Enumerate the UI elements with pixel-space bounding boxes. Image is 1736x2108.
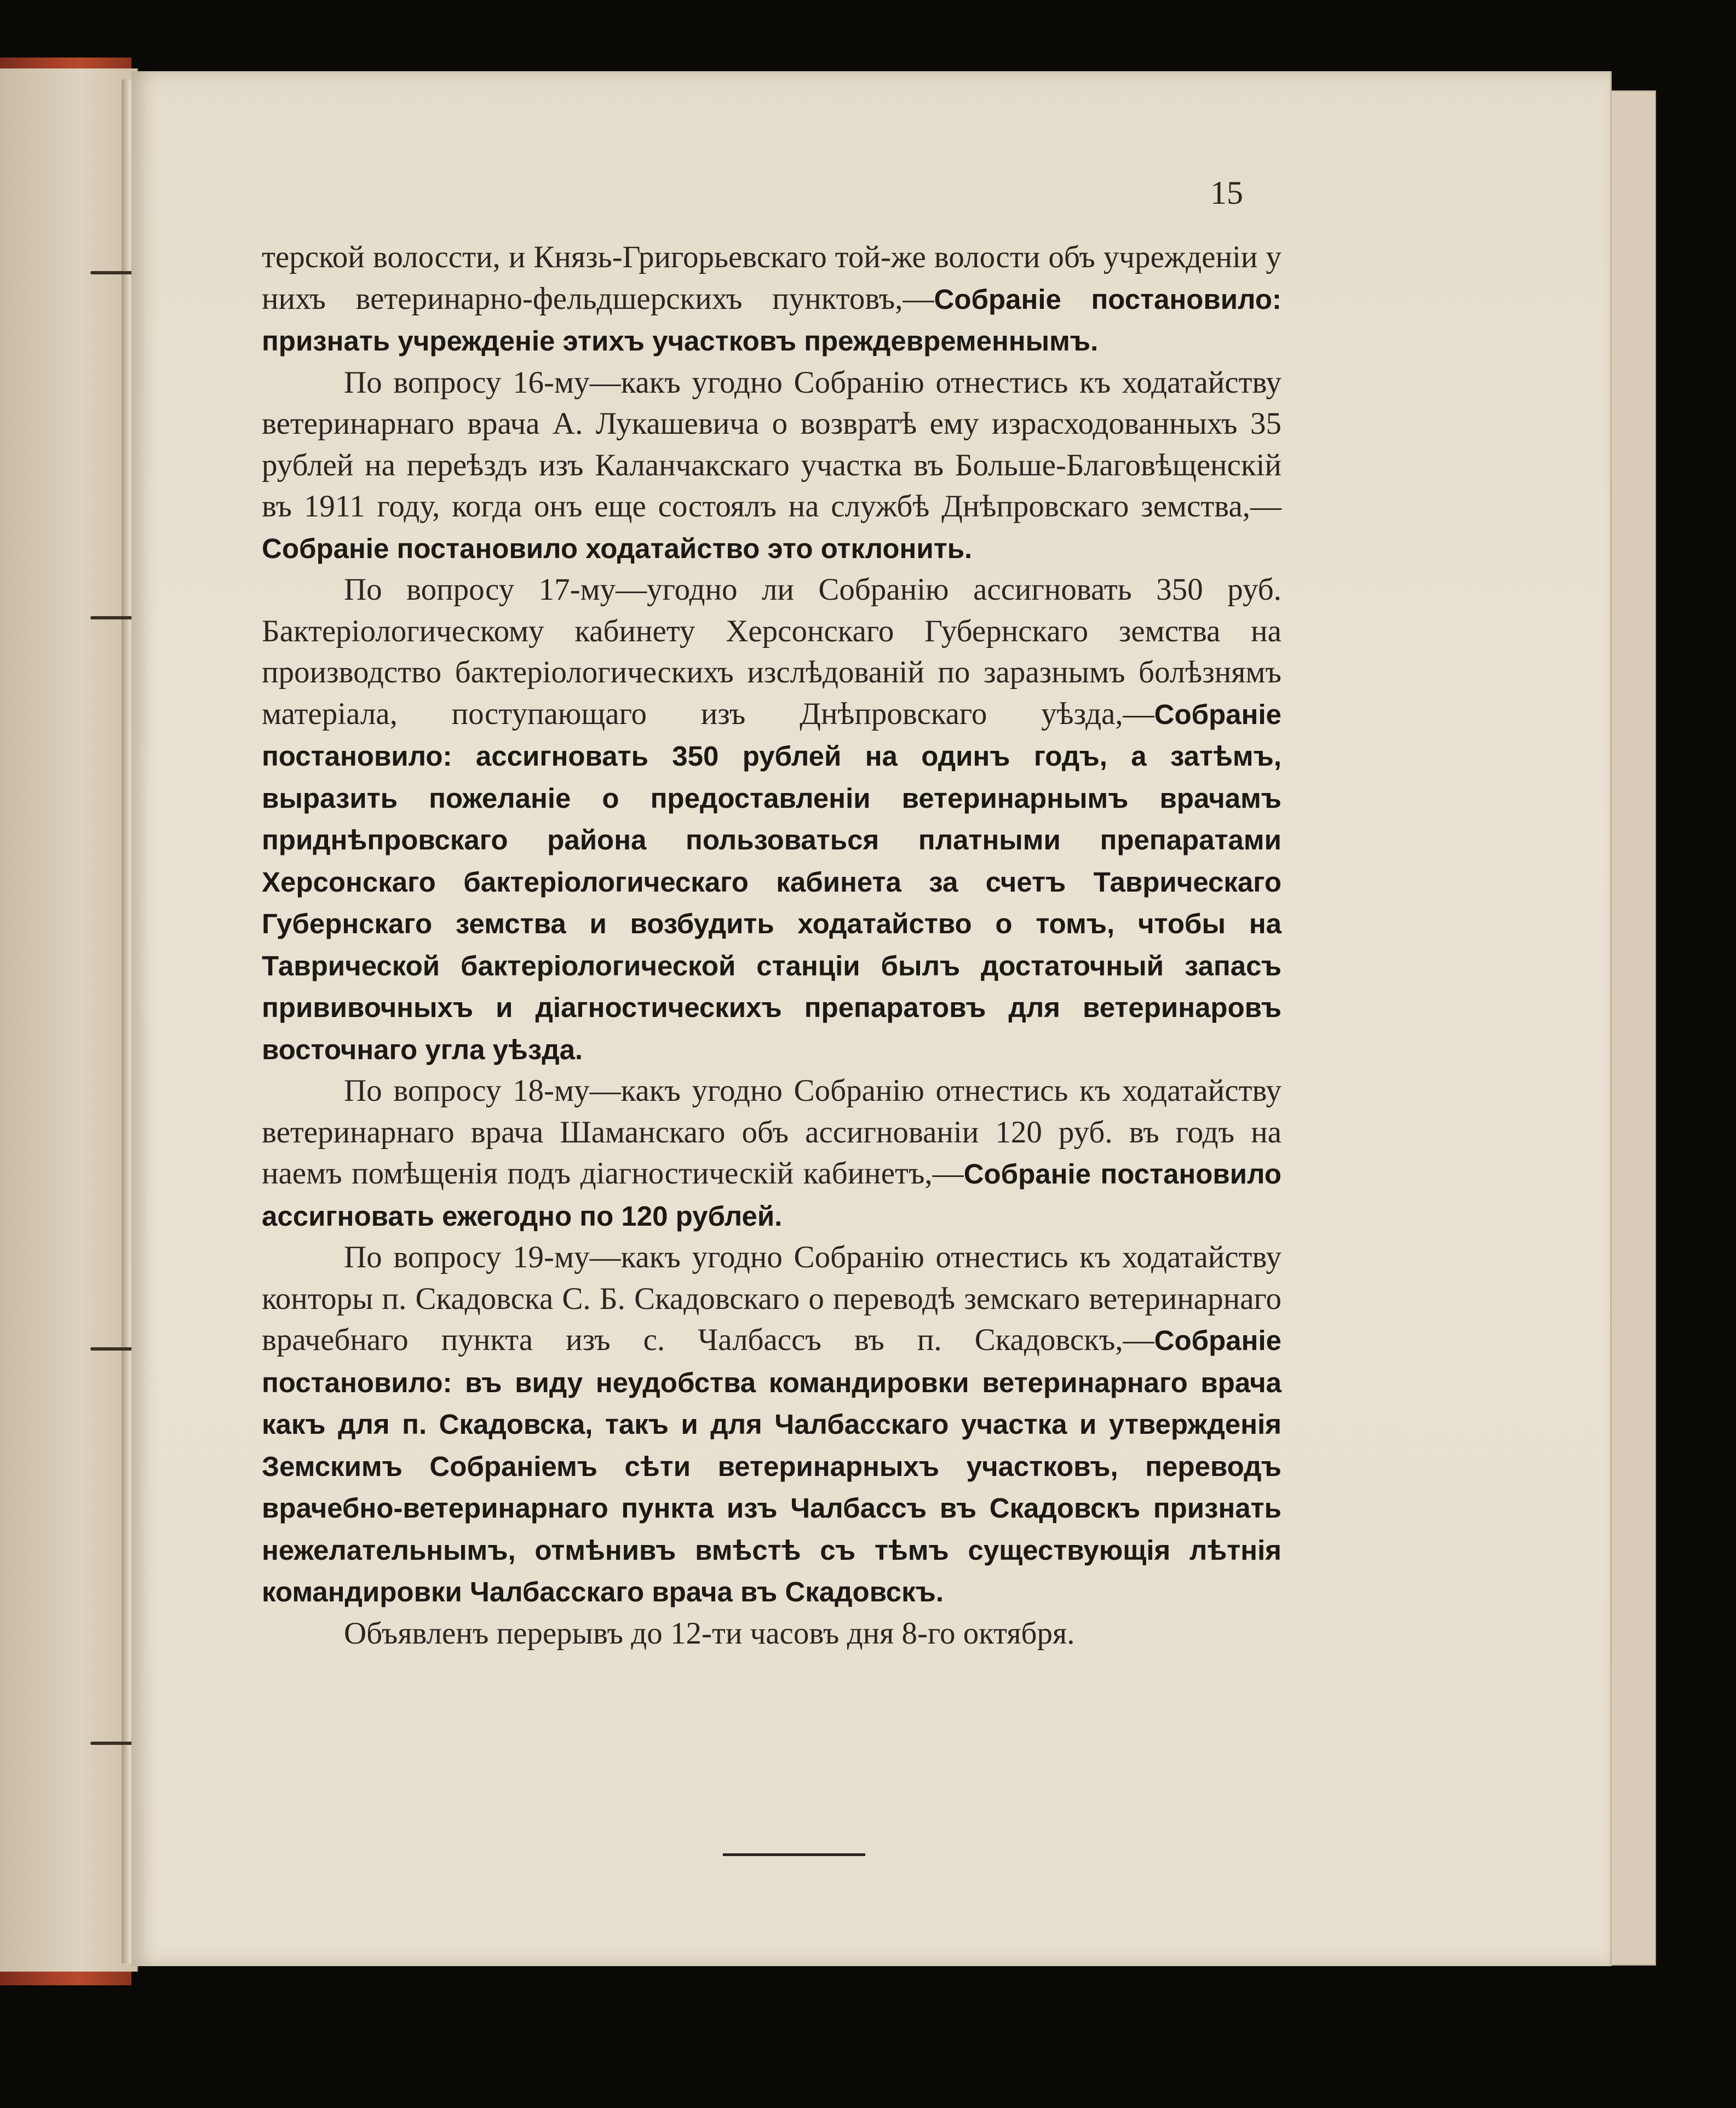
paragraph-4 <box>262 1070 1281 1237</box>
paragraph-text: терской волоссти, и Князь-Григорьевскаго той-же волости объ учрежденiи у нихъ ветеринарно-фельдшерскихъ пунктовъ,— <box>262 240 1281 316</box>
page-number: 15 <box>1210 175 1243 211</box>
left-page-edge <box>0 68 138 1972</box>
resolution-text: Собранiе постановило: ассигновать 350 рублей на одинъ годъ, а затѣмъ, выразить пожеланiе о предоставленiи ветеринарнымъ врачамъ приднѣпровскаго района пользоваться платными препаратами Херсонскаго бактерiологическаго кабинета за счетъ Таврическаго Губернскаго земства и возбудить ходатайство о томъ, чтобы на Таврической бактерiологической станцiи былъ достаточный запасъ прививочныхъ и дiагностическихъ препаратовъ для ветеринаровъ восточнаго угла уѣзда. <box>262 698 1281 1065</box>
resolution-text: Собранiе постановило: въ виду неудобства командировки ветеринарнаго врача какъ для п. Скадовска, такъ и для Чалбасскаго участка и утвержденiя Земскимъ Собранiемъ сѣти ветеринарныхъ участковъ, переводъ врачебно-ветеринарнаго пункта изъ Чалбассъ въ Скадовскъ признать нежелательнымъ, отмѣнивъ вмѣстѣ съ тѣмъ существующiя лѣтнiя командировки Чалбасскаго врача въ Скадовскъ. <box>262 1325 1281 1607</box>
paragraph-2 <box>262 362 1281 570</box>
paragraph-text: Объявленъ перерывъ до 12-ти часовъ дня 8-го октября. <box>344 1616 1075 1651</box>
paragraph-text: По вопросу 17-му—угодно ли Собранiю ассигновать 350 руб. Бактерiологическому кабинету Херсонскаго Губернскаго земства на производство бактерiологическихъ изслѣдованiй по заразнымъ болѣзнямъ матерiала, поступающаго изъ Днѣпровскаго уѣзда,— <box>262 572 1281 731</box>
paragraph-6 <box>262 1613 1281 1655</box>
paragraph-text: По вопросу 16-му—какъ угодно Собранiю отнестись къ ходатайству ветеринарнаго врача А. Лукашевича о возвратѣ ему израсходованныхъ 35 рублей на переѣздъ изъ Каланчакскаго участка въ Больше-Благовѣщенскiй въ 1911 году, когда онъ еще состоялъ на службѣ Днѣпровскаго земства,— <box>262 365 1281 524</box>
paragraph-1 <box>262 237 1281 362</box>
paragraph-text: По вопросу 19-му—какъ угодно Собранiю отнестись къ ходатайству конторы п. Скадовска С. Б. Скадовскаго о переводѣ земскаго ветеринарнаго врачебнаго пункта изъ с. Чалбассъ въ п. Скадовскъ,— <box>262 1240 1281 1357</box>
paragraph-5 <box>262 1237 1281 1613</box>
resolution-text: Собранiе постановило ассигновать ежегодно по 120 рублей. <box>262 1158 1281 1232</box>
end-rule <box>723 1853 865 1856</box>
resolution-text: Собранiе постановило: признать учрежденiе этихъ участковъ преждевременнымъ. <box>262 283 1281 357</box>
paragraph-text: По вопросу 18-му—какъ угодно Собранiю отнестись къ ходатайству ветеринарнаго врача Шаманскаго объ ассигнованiи 120 руб. въ годъ на наемъ помѣщенiя подъ дiагностическiй кабинетъ,— <box>262 1073 1281 1191</box>
body-text <box>262 237 1281 1655</box>
paragraph-3 <box>262 569 1281 1070</box>
resolution-text: Собранiе постановило ходатайство это отклонить. <box>262 532 973 564</box>
